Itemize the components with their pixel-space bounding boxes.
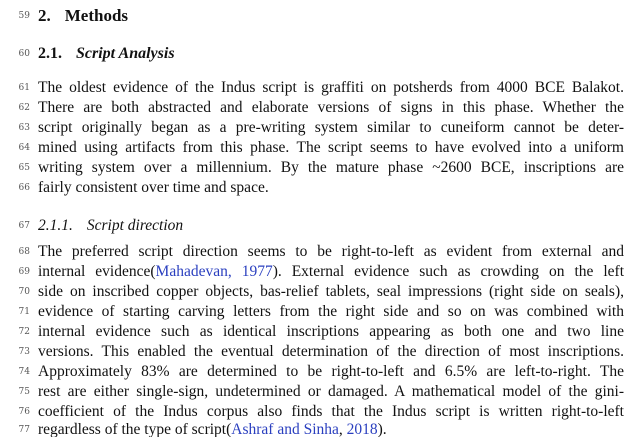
subsubsection-heading (38, 216, 624, 236)
text-segment: , (338, 421, 347, 437)
paragraph-line: The preferred script direction seems to be right-to-left as evident from external and (38, 243, 624, 260)
line-number: 73 (18, 347, 30, 357)
citation-ashraf-sinha-names[interactable]: Ashraf and Sinha (231, 421, 339, 437)
line-number: 70 (18, 287, 30, 297)
paragraph-line: versions. This enabled the eventual determination of the direction of most inscriptions. (38, 343, 624, 360)
text-segment: regardless of the type of script( (38, 421, 232, 437)
citation-mahadevan-1977[interactable]: Mahadevan, 1977 (155, 263, 273, 280)
paragraph-line: evidence of starting carving letters from the right side and so on was combined with (38, 303, 624, 320)
line-number: 71 (18, 307, 30, 317)
line-number: 67 (18, 221, 30, 231)
line-number: 60 (18, 49, 30, 59)
paragraph-line (38, 420, 624, 437)
paragraph-line: rest are either single-sign, undetermined or damaged. A mathematical model of the gini- (38, 383, 624, 400)
paragraph-line: coefficient of the Indus corpus also finds that the Indus script is written right-to-left (38, 403, 624, 420)
line-number: 76 (18, 407, 30, 417)
paragraph-line: script originally began as a pre-writing system similar to cuneiform cannot be deter- (38, 119, 624, 136)
line-number: 68 (18, 247, 30, 257)
line-number: 77 (18, 425, 30, 435)
paragraph-line: internal evidence such as identical inscriptions appearing as both one and two line (38, 323, 624, 340)
paragraph-line: fairly consistent over time and space. (38, 179, 269, 196)
subsection-heading (38, 44, 624, 64)
paragraph-line: The oldest evidence of the Indus script is graffiti on potsherds from 4000 BCE Balakot. (38, 79, 624, 96)
subsubsection-number: 2.1.1. (38, 217, 73, 234)
section-title: Methods (64, 6, 129, 25)
line-number: 69 (18, 267, 30, 277)
line-number: 64 (18, 143, 30, 153)
line-number: 63 (18, 123, 30, 133)
line-number: 66 (18, 183, 30, 193)
line-number: 61 (18, 83, 30, 93)
line-number: 74 (18, 367, 30, 377)
paragraph-line: mined using artifacts from this phase. The script seems to have evolved into a uniform (38, 139, 624, 156)
section-heading (38, 6, 624, 26)
citation-ashraf-sinha-year[interactable]: 2018 (346, 421, 378, 437)
line-number: 62 (18, 103, 30, 113)
text-segment: ). External evidence such as crowding on the left (272, 263, 624, 280)
text-segment: ). (377, 421, 387, 437)
text-segment: internal evidence( (38, 263, 156, 280)
section-number: 2. (38, 6, 51, 25)
paragraph-line: side on inscribed copper objects, bas-relief tablets, seal impressions (right side on seals), (38, 283, 624, 300)
line-number: 72 (18, 327, 30, 337)
line-number: 75 (18, 387, 30, 397)
paragraph-line: Approximately 83% are determined to be right-to-left and 6.5% are left-to-right. The (38, 363, 624, 380)
paragraph-line: There are both abstracted and elaborate versions of signs in this phase. Whether the (38, 99, 624, 116)
subsection-title: Script Analysis (76, 45, 175, 62)
paragraph-line: writing system over a millennium. By the mature phase ~2600 BCE, inscriptions are (38, 159, 624, 176)
subsection-number: 2.1. (38, 45, 62, 62)
paragraph-line (38, 262, 624, 282)
subsubsection-title: Script direction (86, 217, 184, 234)
line-number: 59 (18, 11, 30, 21)
line-number: 65 (18, 163, 30, 173)
